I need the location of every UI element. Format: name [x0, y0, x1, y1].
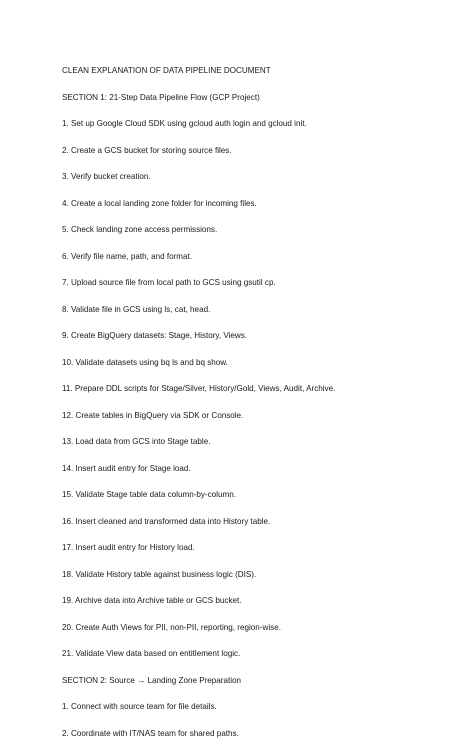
list-item: 18. Validate History table against business logic (DIS). [62, 569, 257, 579]
list-item: 2. Coordinate with IT/NAS team for shared paths. [62, 728, 239, 738]
list-item: 16. Insert cleaned and transformed data into History table. [62, 516, 271, 526]
list-item: 8. Validate file in GCS using ls, cat, head. [62, 304, 211, 314]
document-title: CLEAN EXPLANATION OF DATA PIPELINE DOCUMENT [62, 66, 271, 75]
list-item: 5. Check landing zone access permissions. [62, 225, 218, 234]
section-2-steps [62, 702, 462, 739]
list-item: 17. Insert audit entry for History load. [62, 543, 195, 552]
list-item: 12. Create tables in BigQuery via SDK or Console. [62, 410, 244, 420]
list-item: 13. Load data from GCS into Stage table. [62, 437, 211, 446]
list-item: 7. Upload source file from local path to GCS using gsutil cp. [62, 278, 276, 287]
list-item: 21. Validate View data based on entitlement logic. [62, 649, 241, 658]
section-1-steps [62, 119, 462, 659]
list-item: 6. Verify file name, path, and format. [62, 251, 193, 261]
list-item: 4. Create a local landing zone folder for incoming files. [62, 198, 257, 208]
list-item: 10. Validate datasets using bq ls and bq show. [62, 357, 228, 367]
list-item: 14. Insert audit entry for Stage load. [62, 463, 191, 473]
list-item: 9. Create BigQuery datasets: Stage, History, Views. [62, 331, 248, 340]
list-item: 3. Verify bucket creation. [62, 172, 151, 181]
section-1-heading: SECTION 1: 21-Step Data Pipeline Flow (GCP Project) [62, 92, 260, 102]
list-item: 2. Create a GCS bucket for storing source files. [62, 145, 232, 155]
list-item: 11. Prepare DDL scripts for Stage/Silver, History/Gold, Views, Audit, Archive. [62, 384, 336, 393]
list-item: 20. Create Auth Views for PII, non-PII, reporting, region-wise. [62, 622, 281, 632]
list-item: 1. Connect with source team for file details. [62, 702, 217, 711]
list-item: 1. Set up Google Cloud SDK using gcloud auth login and gcloud init. [62, 119, 307, 128]
document-content [62, 66, 462, 739]
list-item: 19. Archive data into Archive table or GCS bucket. [62, 596, 242, 605]
list-item: 15. Validate Stage table data column-by-column. [62, 490, 236, 499]
section-2-heading: SECTION 2: Source → Landing Zone Preparation [62, 675, 242, 685]
